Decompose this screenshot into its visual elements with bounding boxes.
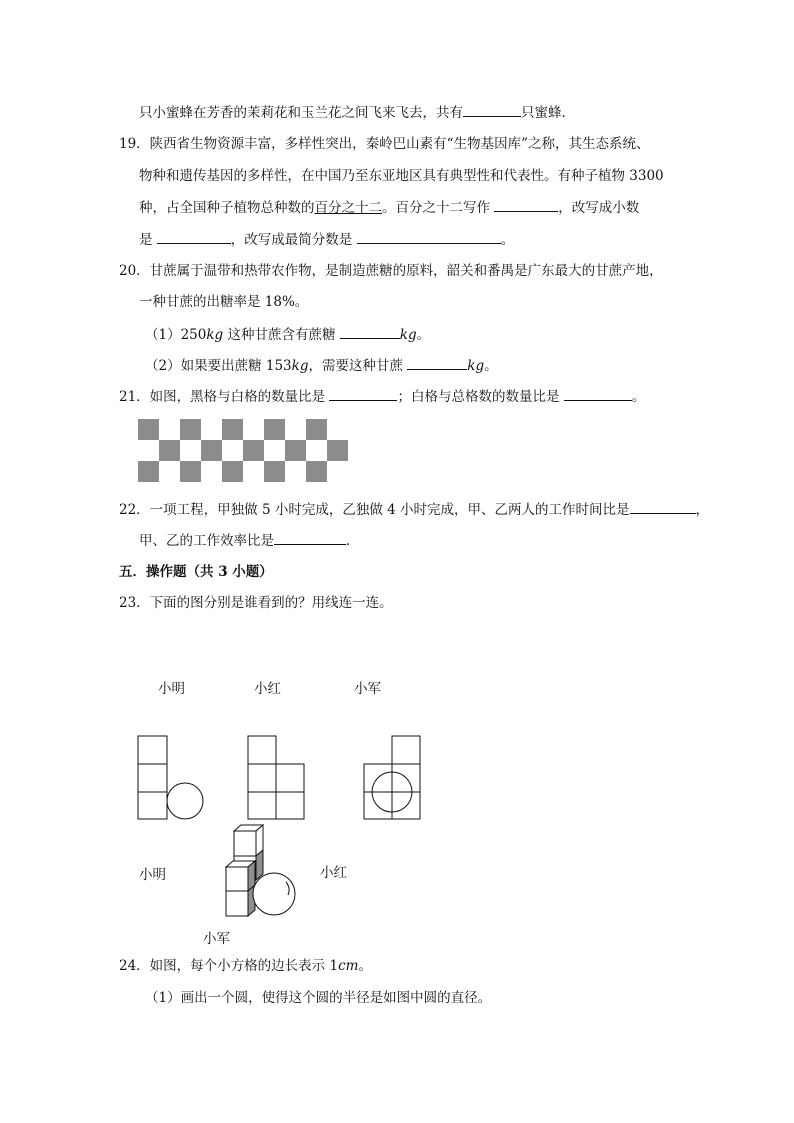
q22-text: 22．一项工程，甲独做 5 小时完成，乙独做 4 小时完成，甲、乙两人的工作时间比是 <box>119 502 630 518</box>
q24-text-b: 。 <box>358 958 372 974</box>
grid-cell-dark <box>180 419 201 440</box>
grid-cell-light <box>138 440 159 461</box>
q21-blank-ratio1[interactable] <box>329 386 397 401</box>
q20-text: ，需要这种甘蔗 <box>308 358 403 374</box>
object-label-bottom: 小军 <box>203 931 230 947</box>
q18-text-b: 只蜜蜂． <box>521 105 575 121</box>
q19-line3 <box>139 197 639 218</box>
q18-blank[interactable] <box>463 102 521 117</box>
q22-blank-time-ratio[interactable] <box>630 499 696 514</box>
q21-text-c: 。 <box>631 389 646 405</box>
q20-text: 。 <box>416 327 431 343</box>
view-label-xiaojun: 小军 <box>354 681 381 697</box>
q19-underlined-term: 百分之十二 <box>314 200 382 216</box>
section-title: 五．操作题（共 3 小题） <box>119 564 273 580</box>
q22-line1 <box>119 499 709 520</box>
q19-text: 是 <box>139 232 153 248</box>
grid-cell-dark <box>201 440 222 461</box>
q20-text: 。 <box>484 358 498 374</box>
grid-cell-light <box>306 440 327 461</box>
q20-line1: 20．甘蔗属于温带和热带农作物，是制造蔗糖的原料，韶关和番禺是广东最大的甘蔗产地， <box>119 263 663 279</box>
grid-cell-light <box>285 461 306 482</box>
q21-blank-ratio2[interactable] <box>564 386 632 401</box>
grid-cell-light <box>327 419 348 440</box>
q24-sub1: （1）画出一个圆，使得这个圆的半径是如图中圆的直径。 <box>145 990 492 1006</box>
q19-text: 。百分之十二写作 <box>382 200 490 216</box>
q19-line4 <box>139 229 514 250</box>
grid-cell-light <box>285 419 306 440</box>
q18-text-a: 只小蜜蜂在芳香的茉莉花和玉兰花之间飞来飞去，共有 <box>139 105 463 121</box>
q20-text: （2）如果要出蔗糖 153 <box>145 358 292 374</box>
q19-blank-decimal[interactable] <box>157 229 231 244</box>
q19-line2: 物种和遗传基因的多样性，在中国乃至东亚地区具有典型性和代表性。有种子植物 3300 <box>139 168 664 184</box>
q20-line2: 一种甘蔗的出糖率是 18%。 <box>139 294 309 310</box>
unit-kg: kg <box>291 358 309 374</box>
q22-text: 甲、乙的工作效率比是 <box>139 533 274 549</box>
q19-line1: 19．陕西省生物资源丰富，多样性突出，秦岭巴山素有“生物基因库”之称，其生态系统、 <box>119 136 650 152</box>
cube-stack-and-ball <box>220 822 300 920</box>
grid-cell-dark <box>180 461 201 482</box>
q24-text <box>119 956 372 976</box>
grid-cell-light <box>222 440 243 461</box>
grid-cell-dark <box>243 440 264 461</box>
grid-cell-light <box>201 419 222 440</box>
q24-text-a: 24．如图，每个小方格的边长表示 1 <box>119 958 339 974</box>
grid-cell-light <box>159 461 180 482</box>
q21-checker-grid <box>138 419 348 482</box>
q20-sub2 <box>145 355 498 376</box>
q19-blank-percent[interactable] <box>494 197 558 212</box>
q20-sub1 <box>145 324 430 345</box>
grid-cell-light <box>201 461 222 482</box>
unit-cm: cm <box>338 958 359 974</box>
q20-text: 这种甘蔗含有蔗糖 <box>223 327 336 343</box>
grid-cell-dark <box>306 461 327 482</box>
grid-cell-dark <box>285 440 306 461</box>
q19-text: 种，占全国种子植物总种数的 <box>139 200 315 216</box>
view-drawing-3[interactable] <box>362 733 424 823</box>
q22-blank-efficiency-ratio[interactable] <box>274 530 346 545</box>
grid-cell-dark <box>222 461 243 482</box>
object-label-right: 小红 <box>320 865 347 881</box>
grid-cell-light <box>159 419 180 440</box>
q19-text: ，改写成小数 <box>558 200 640 216</box>
view-drawing-1[interactable] <box>136 733 208 823</box>
unit-kg: kg <box>399 327 417 343</box>
q20-blank-cane[interactable] <box>407 355 467 370</box>
object-label-left: 小明 <box>139 867 166 883</box>
q19-blank-fraction[interactable] <box>357 229 501 244</box>
view-label-xiaoming: 小明 <box>158 681 185 697</box>
q23-text: 23．下面的图分别是谁看到的？用线连一连。 <box>119 595 393 611</box>
q21-text <box>119 386 645 407</box>
grid-cell-dark <box>264 461 285 482</box>
grid-cell-dark <box>138 419 159 440</box>
grid-cell-light <box>243 461 264 482</box>
grid-cell-light <box>264 440 285 461</box>
q21-text-b: ；白格与总格数的数量比是 <box>397 389 560 405</box>
q22-text: ， <box>695 502 710 518</box>
grid-cell-dark <box>306 419 327 440</box>
q22-text: ． <box>346 533 360 549</box>
grid-cell-light <box>243 419 264 440</box>
q21-text-a: 21．如图，黑格与白格的数量比是 <box>119 389 326 405</box>
q19-text: ，改写成最简分数是 <box>230 232 353 248</box>
grid-cell-dark <box>138 461 159 482</box>
grid-cell-dark <box>159 440 180 461</box>
unit-kg: kg <box>206 327 224 343</box>
unit-kg: kg <box>467 358 485 374</box>
view-drawing-2[interactable] <box>246 733 308 823</box>
grid-cell-dark <box>264 419 285 440</box>
grid-cell-dark <box>327 440 348 461</box>
q19-text: 。 <box>500 232 515 248</box>
q22-line2 <box>139 530 360 551</box>
grid-cell-light <box>180 440 201 461</box>
view-label-xiaohong: 小红 <box>254 681 281 697</box>
q18-tail <box>139 102 575 123</box>
grid-cell-dark <box>222 419 243 440</box>
q20-text: （1）250 <box>145 327 207 343</box>
grid-cell-light <box>327 461 348 482</box>
q20-blank-sugar[interactable] <box>340 324 400 339</box>
